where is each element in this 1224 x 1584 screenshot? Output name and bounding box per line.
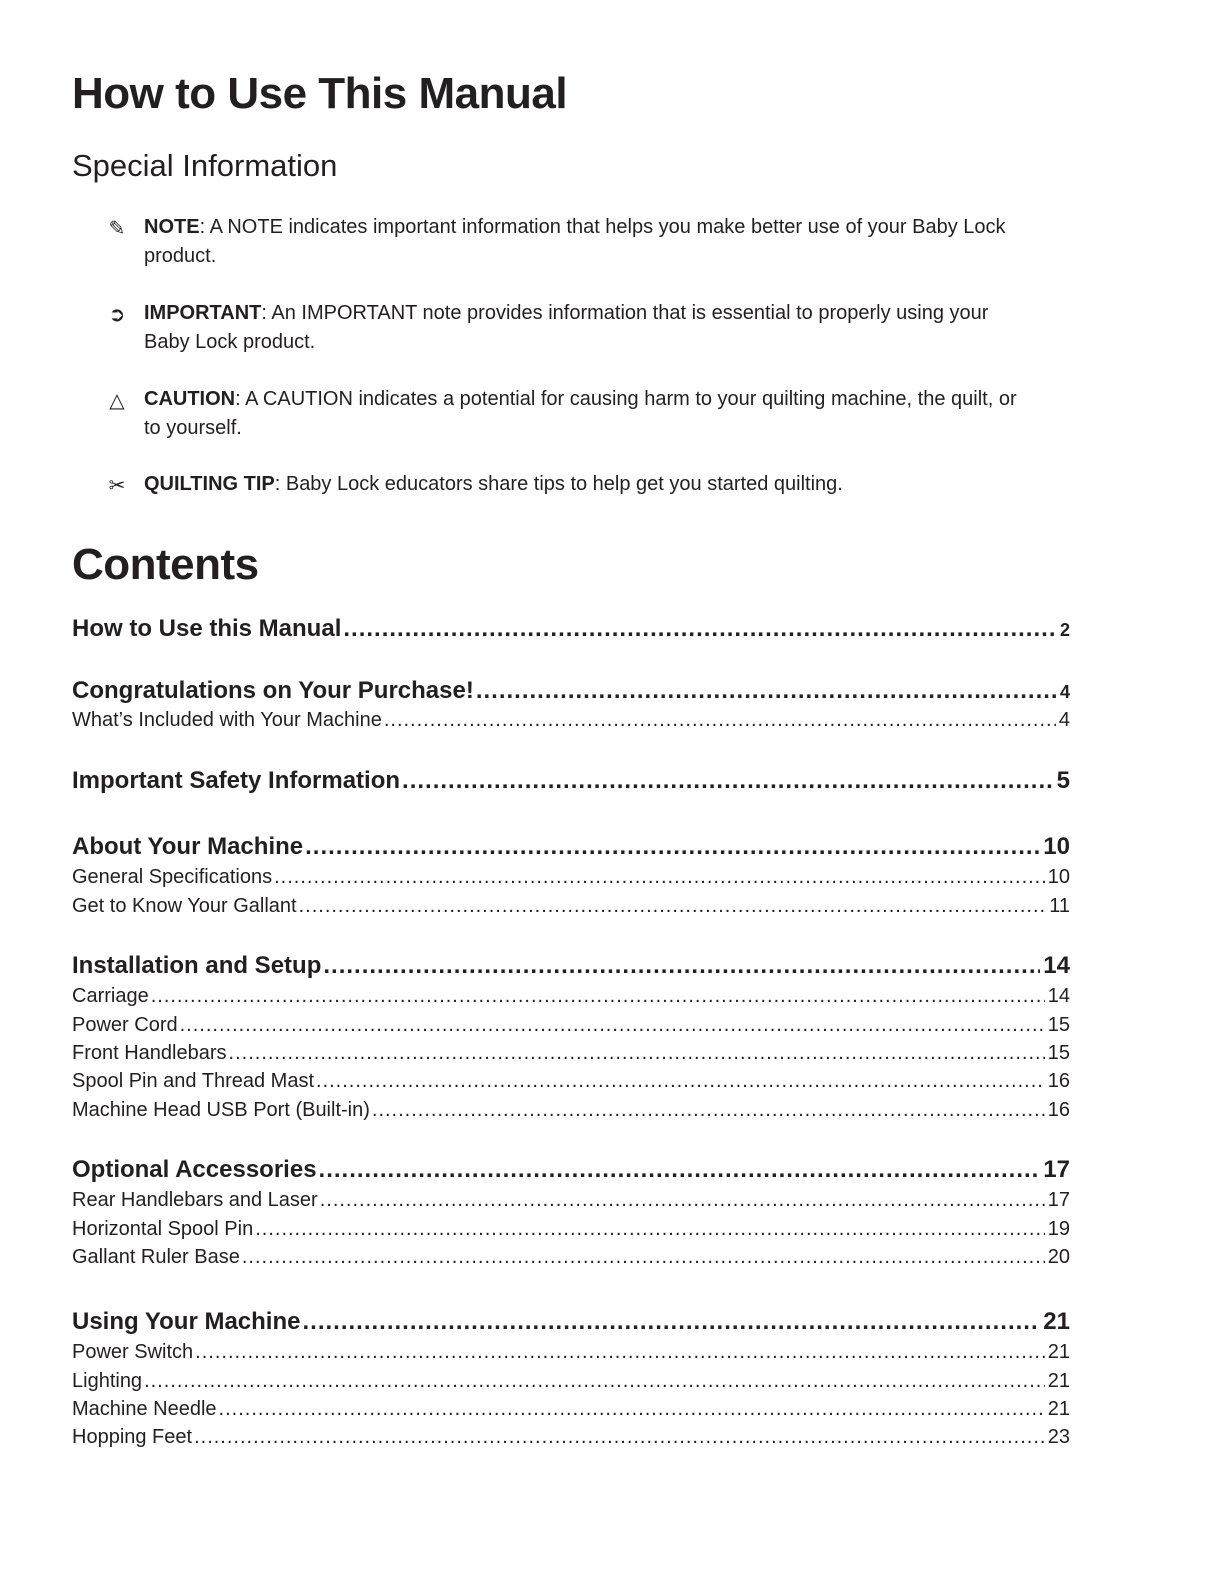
dot-leader bbox=[372, 1099, 1045, 1122]
toc-entry-label: What’s Included with Your Machine bbox=[72, 709, 382, 731]
important-item bbox=[108, 299, 1038, 357]
toc-entry-page: 17 bbox=[1047, 1189, 1070, 1211]
toc-entry-label: Gallant Ruler Base bbox=[72, 1246, 240, 1268]
caution-text: : A CAUTION indicates a potential for causing harm to your quilting machine, the quilt, or to yourself. bbox=[144, 388, 1017, 439]
toc-entry-page: 16 bbox=[1047, 1099, 1070, 1121]
toc-entry-page: 21 bbox=[1047, 1398, 1070, 1420]
toc-entry-label: Hopping Feet bbox=[72, 1426, 193, 1448]
toc-entry-page: 19 bbox=[1047, 1218, 1070, 1240]
toc-entry[interactable] bbox=[72, 1189, 1070, 1212]
toc-entry-label: About Your Machine bbox=[72, 833, 304, 860]
toc-entry-page: 20 bbox=[1047, 1246, 1070, 1268]
toc-entry-label: Using Your Machine bbox=[72, 1308, 301, 1335]
dot-leader bbox=[305, 833, 1040, 861]
toc-entry[interactable] bbox=[72, 1246, 1070, 1269]
dot-leader bbox=[255, 1218, 1045, 1241]
toc-entry-label: Front Handlebars bbox=[72, 1042, 227, 1064]
dot-leader bbox=[274, 866, 1045, 889]
manual-heading: How to Use This Manual bbox=[72, 69, 568, 118]
special-info-heading: Special Information bbox=[72, 148, 338, 183]
toc-entry-label: How to Use this Manual bbox=[72, 615, 342, 642]
dot-leader bbox=[476, 677, 1057, 705]
toc-entry-label: General Specifications bbox=[72, 866, 273, 888]
toc-entry-page: 4 bbox=[1059, 682, 1070, 702]
toc-entry[interactable] bbox=[72, 615, 1070, 643]
caution-term: CAUTION bbox=[144, 388, 236, 410]
toc-entry[interactable] bbox=[72, 767, 1070, 795]
toc-entry-label: Get to Know Your Gallant bbox=[72, 895, 297, 917]
dot-leader bbox=[316, 1070, 1045, 1093]
toc-entry-page: 21 bbox=[1043, 1308, 1070, 1335]
caution-triangle-icon: △ bbox=[109, 389, 125, 412]
toc-entry-label: Lighting bbox=[72, 1370, 143, 1392]
arrow-hook-icon: ➲ bbox=[108, 303, 126, 326]
toc-entry-page: 10 bbox=[1047, 866, 1070, 888]
dot-leader bbox=[319, 1156, 1041, 1184]
pencil-icon: ✎ bbox=[108, 217, 126, 240]
toc-entry-label: Optional Accessories bbox=[72, 1156, 317, 1183]
toc-entry[interactable] bbox=[72, 1370, 1070, 1393]
toc-entry-page: 14 bbox=[1043, 952, 1070, 979]
toc-entry[interactable] bbox=[72, 952, 1070, 980]
toc-entry[interactable] bbox=[72, 1042, 1070, 1065]
toc-entry[interactable] bbox=[72, 1426, 1070, 1449]
toc-entry-page: 10 bbox=[1043, 833, 1070, 860]
toc-entry[interactable] bbox=[72, 709, 1070, 732]
dot-leader bbox=[302, 1308, 1040, 1336]
dot-leader bbox=[402, 767, 1054, 795]
toc-entry-page: 14 bbox=[1047, 985, 1070, 1007]
toc-entry[interactable] bbox=[72, 1014, 1070, 1037]
quilting-tip-item bbox=[108, 470, 1038, 499]
toc-entry-label: Horizontal Spool Pin bbox=[72, 1218, 254, 1240]
toc-entry-page: 15 bbox=[1047, 1042, 1070, 1064]
dot-leader bbox=[299, 895, 1047, 918]
important-text: : An IMPORTANT note provides information that is essential to properly using your Baby Lock product. bbox=[144, 302, 989, 353]
toc-entry-label: Power Cord bbox=[72, 1014, 178, 1036]
dot-leader bbox=[229, 1042, 1045, 1065]
dot-leader bbox=[242, 1246, 1045, 1269]
contents-heading: Contents bbox=[72, 540, 259, 589]
toc-entry-label: Important Safety Information bbox=[72, 767, 401, 794]
toc-entry-page: 15 bbox=[1047, 1014, 1070, 1036]
toc-entry[interactable] bbox=[72, 985, 1070, 1008]
toc-entry-page: 16 bbox=[1047, 1070, 1070, 1092]
dot-leader bbox=[194, 1426, 1045, 1449]
dot-leader bbox=[180, 1014, 1045, 1037]
dot-leader bbox=[320, 1189, 1045, 1212]
dot-leader bbox=[144, 1370, 1045, 1393]
toc-entry-label: Carriage bbox=[72, 985, 149, 1007]
toc-entry-label: Machine Head USB Port (Built-in) bbox=[72, 1099, 370, 1121]
toc-entry[interactable] bbox=[72, 866, 1070, 889]
note-term: NOTE bbox=[144, 216, 200, 238]
toc-entry[interactable] bbox=[72, 1341, 1070, 1364]
toc-entry[interactable] bbox=[72, 833, 1070, 861]
toc-entry-page: 17 bbox=[1043, 1156, 1070, 1183]
toc-entry-page: 4 bbox=[1058, 709, 1070, 731]
note-item bbox=[108, 213, 1038, 271]
dot-leader bbox=[343, 615, 1057, 643]
toc-entry-page: 23 bbox=[1047, 1426, 1070, 1448]
toc-entry[interactable] bbox=[72, 1308, 1070, 1336]
toc-entry-label: Rear Handlebars and Laser bbox=[72, 1189, 318, 1211]
toc-entry[interactable] bbox=[72, 677, 1070, 705]
toc-entry-label: Installation and Setup bbox=[72, 952, 322, 979]
scissors-icon: ✂ bbox=[108, 474, 126, 497]
quilting-tip-text: : Baby Lock educators share tips to help get you started quilting. bbox=[274, 473, 843, 495]
toc-entry[interactable] bbox=[72, 895, 1070, 918]
toc-entry-label: Spool Pin and Thread Mast bbox=[72, 1070, 315, 1092]
toc-entry[interactable] bbox=[72, 1218, 1070, 1241]
dot-leader bbox=[195, 1341, 1045, 1364]
toc-entry[interactable] bbox=[72, 1070, 1070, 1093]
note-text: : A NOTE indicates important information that helps you make better use of your Baby Lock product. bbox=[144, 216, 1006, 267]
important-term: IMPORTANT bbox=[144, 302, 262, 324]
dot-leader bbox=[151, 985, 1045, 1008]
toc-entry-page: 21 bbox=[1047, 1370, 1070, 1392]
toc-entry-label: Power Switch bbox=[72, 1341, 194, 1363]
toc-entry-page: 2 bbox=[1059, 620, 1070, 640]
toc-entry-label: Congratulations on Your Purchase! bbox=[72, 677, 474, 704]
caution-item bbox=[108, 385, 1038, 443]
quilting-tip-term: QUILTING TIP bbox=[144, 473, 275, 495]
toc-entry[interactable] bbox=[72, 1398, 1070, 1421]
dot-leader bbox=[219, 1398, 1045, 1421]
toc-entry-page: 21 bbox=[1047, 1341, 1070, 1363]
toc-entry-label: Machine Needle bbox=[72, 1398, 217, 1420]
dot-leader bbox=[323, 952, 1040, 980]
toc-entry-page: 11 bbox=[1049, 895, 1070, 917]
toc-entry-page: 5 bbox=[1056, 767, 1070, 794]
dot-leader bbox=[384, 709, 1056, 732]
toc-entry[interactable] bbox=[72, 1156, 1070, 1184]
toc-entry[interactable] bbox=[72, 1099, 1070, 1122]
